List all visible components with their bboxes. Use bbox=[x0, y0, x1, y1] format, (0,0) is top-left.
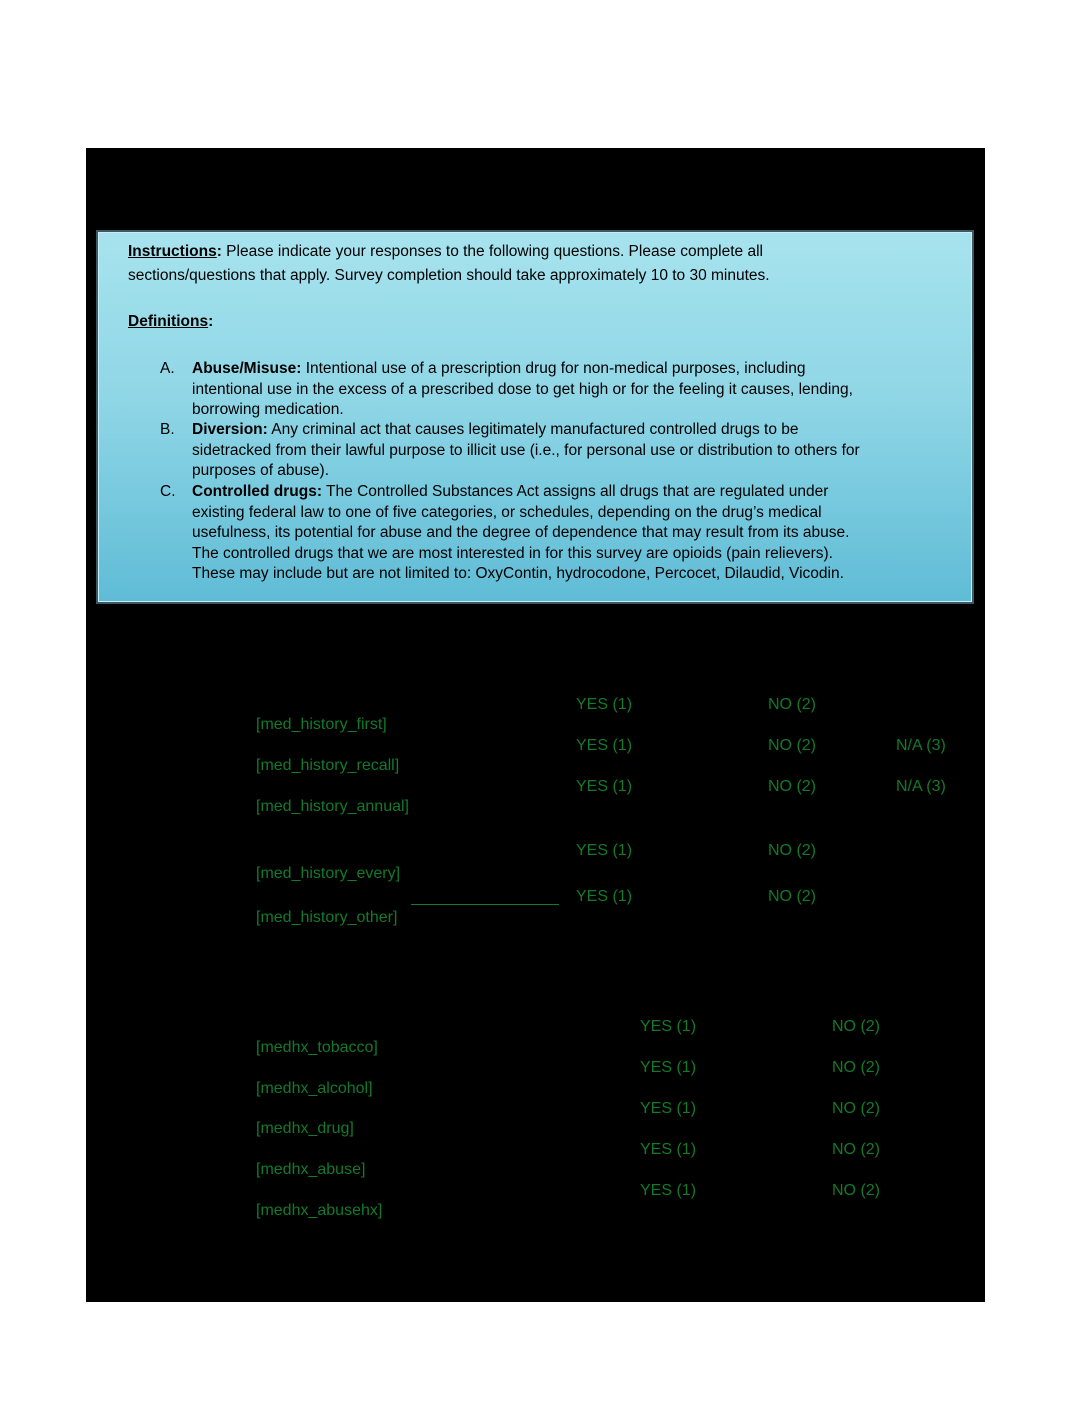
definition-term: Abuse/Misuse: bbox=[192, 360, 302, 377]
definitions-heading bbox=[128, 312, 213, 332]
option-yes[interactable]: YES (1) bbox=[640, 1018, 697, 1035]
option-no[interactable]: NO (2) bbox=[832, 1182, 880, 1199]
instructions-line-2: sections/questions that apply. Survey completion should take approximately 10 to 30 minutes. bbox=[128, 267, 770, 284]
option-yes[interactable]: YES (1) bbox=[576, 888, 633, 905]
instructions-line-1 bbox=[128, 242, 763, 262]
definition-line: Any criminal act that causes legitimately manufactured controlled drugs to be bbox=[267, 421, 799, 438]
option-no[interactable]: NO (2) bbox=[768, 696, 816, 713]
option-na[interactable]: N/A (3) bbox=[896, 737, 946, 754]
definitions-label: Definitions bbox=[128, 313, 209, 330]
definition-letter: A. bbox=[160, 360, 175, 377]
option-yes[interactable]: YES (1) bbox=[640, 1059, 697, 1076]
definitions-colon: : bbox=[208, 313, 214, 330]
definition-term: Controlled drugs: bbox=[192, 483, 323, 500]
definition-term: Diversion: bbox=[192, 421, 268, 438]
other-specify-line[interactable] bbox=[411, 904, 559, 905]
instructions-text-1: Please indicate your responses to the following questions. Please complete all bbox=[221, 243, 763, 260]
field-variable-label: [med_history_annual] bbox=[256, 798, 409, 815]
field-variable-label: [medhx_abusehx] bbox=[256, 1202, 383, 1219]
option-yes[interactable]: YES (1) bbox=[576, 737, 633, 754]
definition-line: These may include but are not limited to: OxyContin, hydrocodone, Percocet, Dilaudid, Vicodin. bbox=[192, 565, 844, 582]
option-yes[interactable]: YES (1) bbox=[576, 842, 633, 859]
definition-line: Intentional use of a prescription drug for non-medical purposes, including bbox=[301, 360, 806, 377]
definition-line: The Controlled Substances Act assigns all drugs that are regulated under bbox=[322, 483, 829, 500]
option-no[interactable]: NO (2) bbox=[768, 778, 816, 795]
option-yes[interactable]: YES (1) bbox=[576, 778, 633, 795]
field-variable-label: [medhx_alcohol] bbox=[256, 1080, 373, 1097]
option-no[interactable]: NO (2) bbox=[768, 888, 816, 905]
option-yes[interactable]: YES (1) bbox=[576, 696, 633, 713]
definition-letter: B. bbox=[160, 421, 175, 438]
field-variable-label: [med_history_other] bbox=[256, 909, 398, 926]
option-no[interactable]: NO (2) bbox=[768, 737, 816, 754]
instructions-label: Instructions bbox=[128, 243, 217, 260]
option-no[interactable]: NO (2) bbox=[832, 1141, 880, 1158]
field-variable-label: [medhx_abuse] bbox=[256, 1161, 366, 1178]
option-no[interactable]: NO (2) bbox=[768, 842, 816, 859]
option-yes[interactable]: YES (1) bbox=[640, 1141, 697, 1158]
field-variable-label: [medhx_tobacco] bbox=[256, 1039, 378, 1056]
definition-line: The controlled drugs that we are most interested in for this survey are opioids (pain relievers). bbox=[192, 544, 833, 562]
definition-line: purposes of abuse). bbox=[192, 462, 330, 479]
option-yes[interactable]: YES (1) bbox=[640, 1182, 697, 1199]
field-variable-label: [medhx_drug] bbox=[256, 1120, 354, 1137]
definition-line: existing federal law to one of five categories, or schedules, depending on the drug’s medical bbox=[192, 503, 822, 521]
instructions-colon: : bbox=[216, 243, 222, 260]
field-variable-label: [med_history_first] bbox=[256, 716, 387, 733]
option-yes[interactable]: YES (1) bbox=[640, 1100, 697, 1117]
option-na[interactable]: N/A (3) bbox=[896, 778, 946, 795]
option-no[interactable]: NO (2) bbox=[832, 1018, 880, 1035]
definition-line: sidetracked from their lawful purpose to illicit use (i.e., for personal use or distribution to others for bbox=[192, 441, 860, 459]
field-variable-label: [med_history_recall] bbox=[256, 757, 400, 774]
option-no[interactable]: NO (2) bbox=[832, 1059, 880, 1076]
option-no[interactable]: NO (2) bbox=[832, 1100, 880, 1117]
field-variable-label: [med_history_every] bbox=[256, 865, 401, 882]
definition-letter: C. bbox=[160, 483, 176, 500]
definition-line: intentional use in the excess of a prescribed dose to get high or for the feeling it causes, lending, bbox=[192, 380, 853, 398]
definition-line: usefulness, its potential for abuse and the degree of dependence that may result from its abuse. bbox=[192, 524, 850, 541]
definition-line: borrowing medication. bbox=[192, 401, 344, 418]
